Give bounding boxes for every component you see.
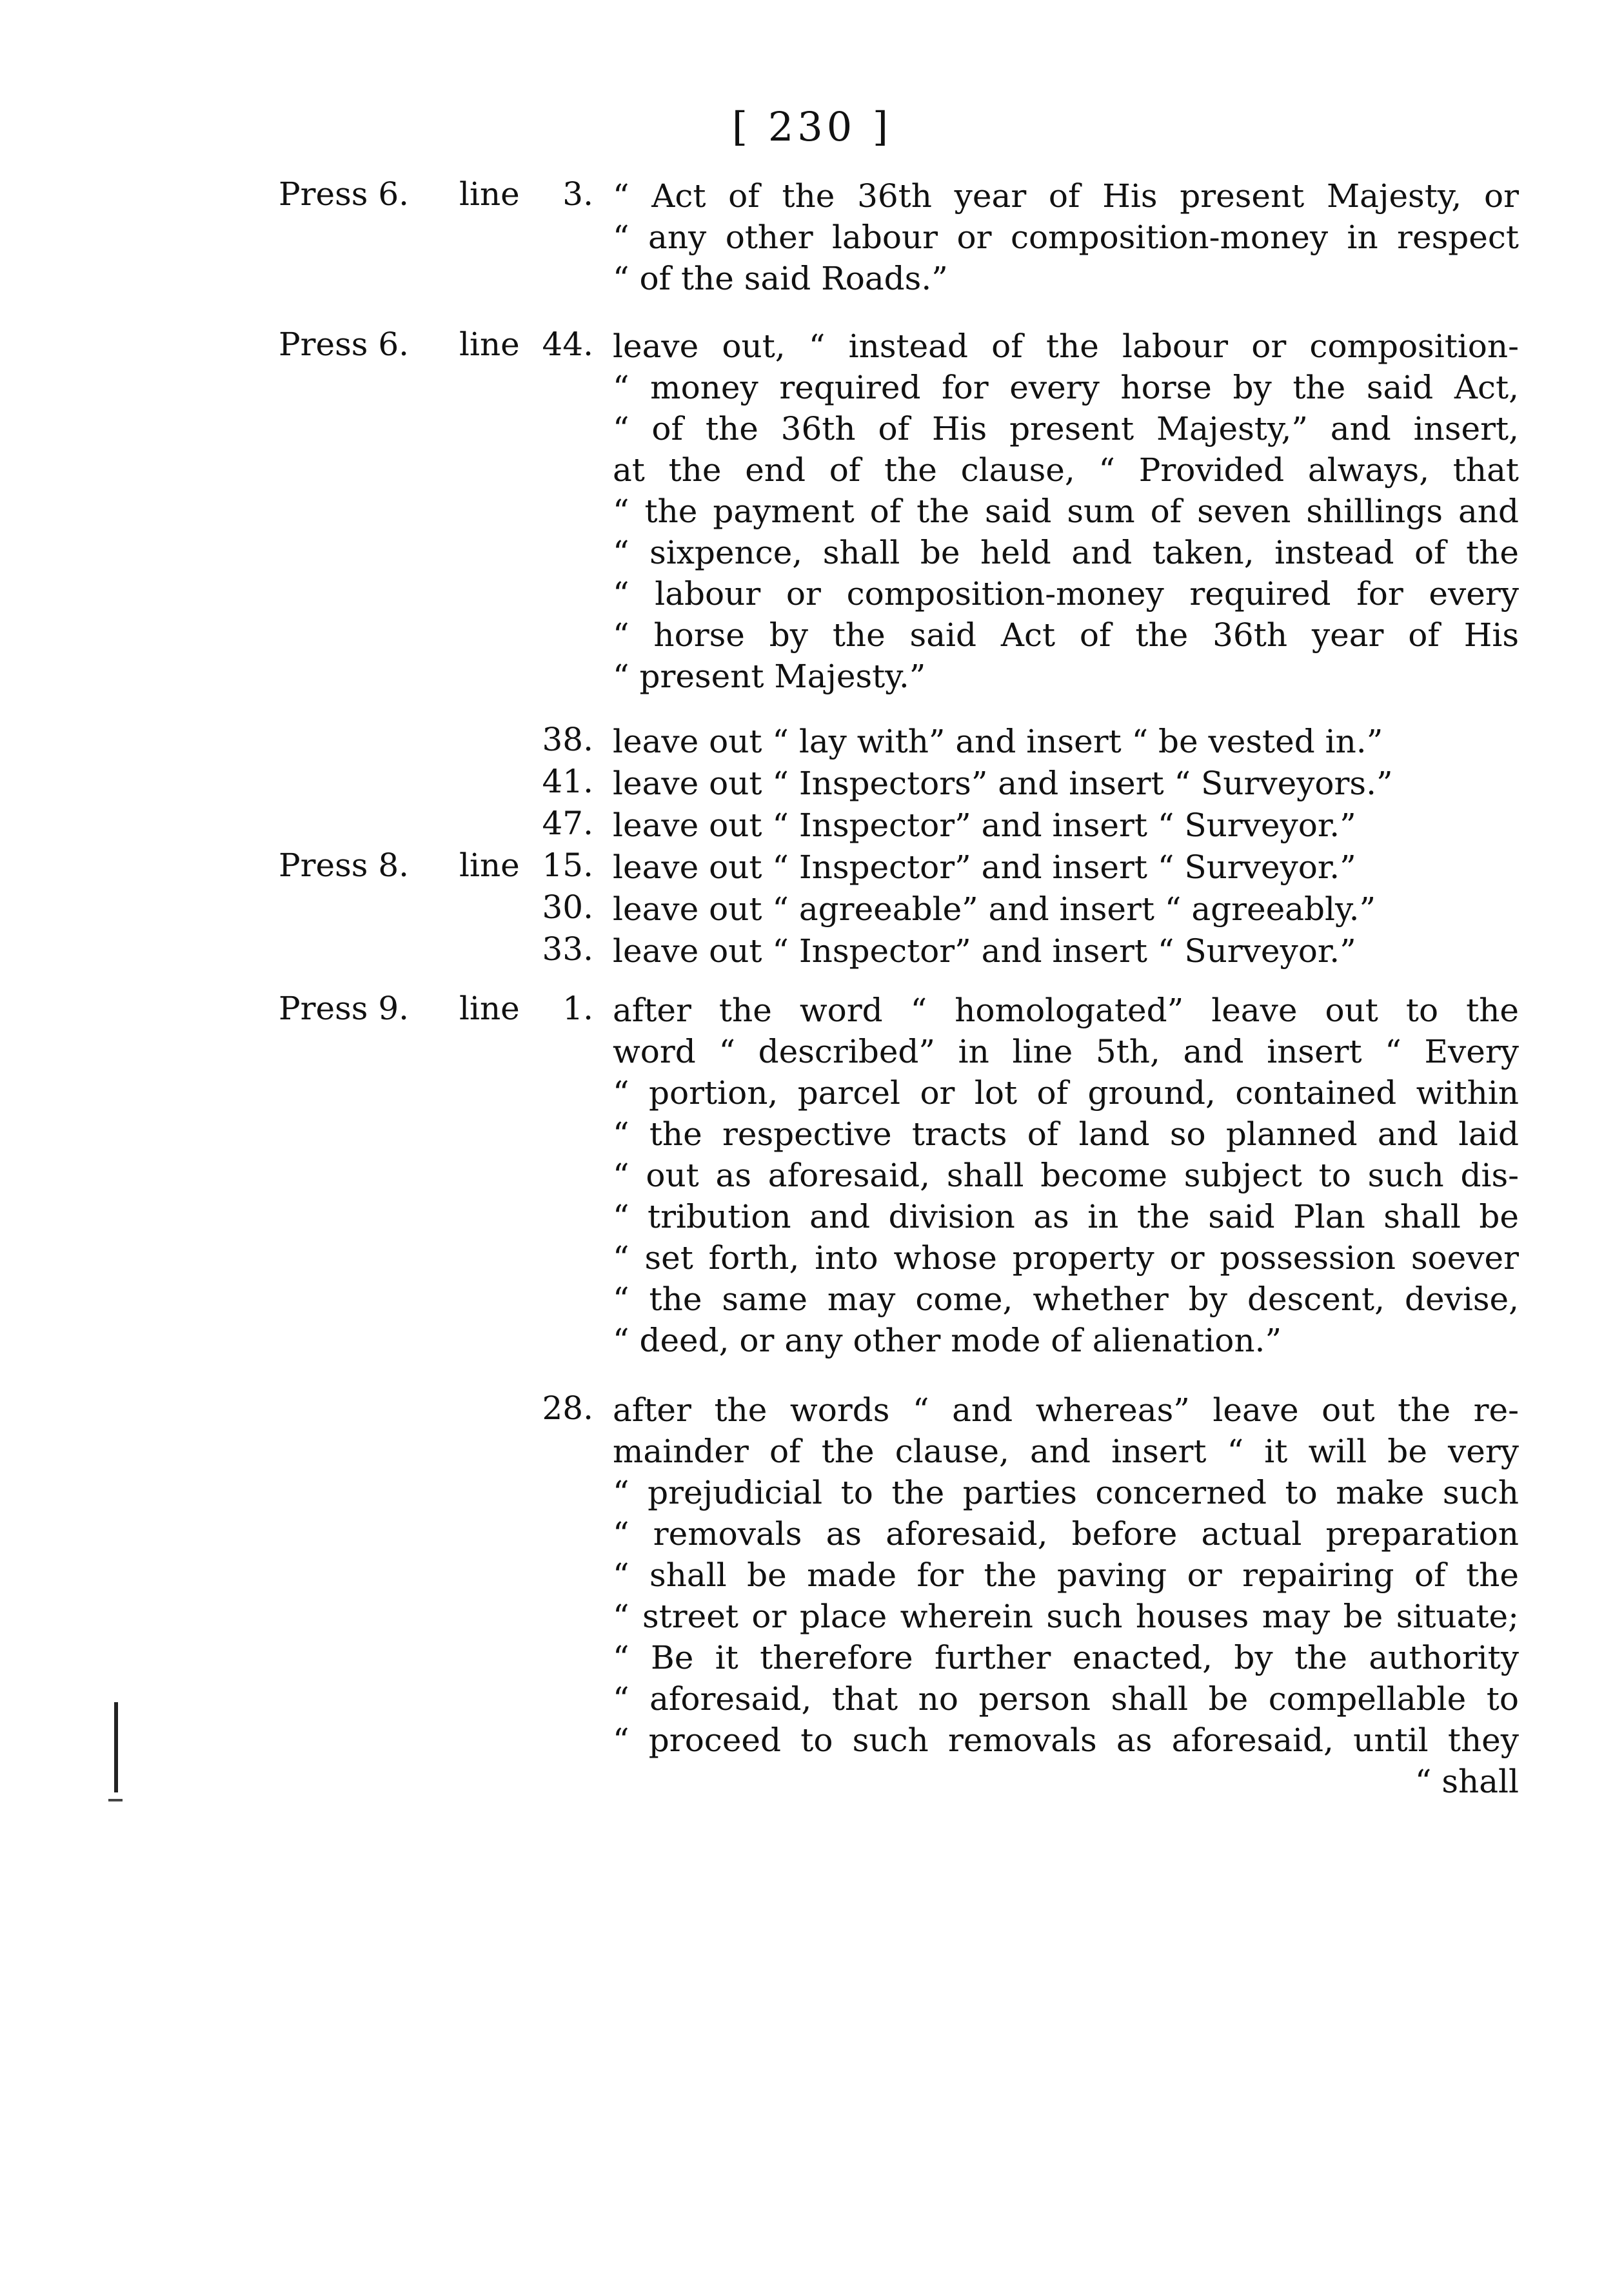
text-line: “ proceed to such removals as aforesaid, until they <box>613 1722 1519 1759</box>
entry-reference <box>0 721 1624 760</box>
entry-reference <box>0 763 1624 801</box>
line-number: 1. <box>562 990 593 1027</box>
text-line: “ present Majesty.” <box>613 658 926 695</box>
entry-reference <box>0 888 1624 927</box>
text-line: “ Be it therefore further enacted, by the authority <box>613 1639 1519 1676</box>
text-line: word “ described” in line 5th, and insert “ Every <box>613 1033 1519 1070</box>
amendment-text <box>613 721 1519 762</box>
text-line: “ money required for every horse by the said Act, <box>613 369 1519 406</box>
amendment-text <box>613 763 1519 804</box>
text-line: leave out “ Inspector” and insert “ Surveyor.” <box>613 849 1356 886</box>
text-line: “ set forth, into whose property or possession soever <box>613 1239 1519 1277</box>
margin-mark-tick <box>108 1799 123 1801</box>
entry-reference <box>0 175 1624 297</box>
text-line: “ horse by the said Act of the 36th year of His <box>613 616 1519 654</box>
line-number: 28. <box>542 1389 593 1427</box>
text-line: “ aforesaid, that no person shall be compellable to <box>613 1680 1519 1718</box>
margin-mark <box>114 1702 118 1792</box>
text-line: “ street or place wherein such houses may be situate; <box>613 1598 1519 1635</box>
amendment-entry <box>0 888 1624 927</box>
amendment-text <box>613 1389 1519 1802</box>
text-line: “ Act of the 36th year of His present Majesty, or <box>613 177 1519 215</box>
text-line: “ sixpence, shall be held and taken, instead of the <box>613 534 1519 571</box>
line-number: 47. <box>542 805 593 842</box>
text-line: “ the payment of the said sum of seven shillings and <box>613 493 1519 530</box>
text-line: at the end of the clause, “ Provided always, that <box>613 451 1519 489</box>
entry-reference <box>0 930 1624 969</box>
press-label: Press 8. <box>279 847 410 884</box>
text-line: “ deed, or any other mode of alienation.” <box>613 1322 1282 1359</box>
amendment-text <box>613 990 1519 1361</box>
text-line: after the words “ and whereas” leave out the re- <box>613 1391 1519 1429</box>
amendment-text <box>613 326 1519 697</box>
text-line: “ prejudicial to the parties concerned to make such <box>613 1474 1519 1511</box>
amendment-entry <box>0 930 1624 969</box>
amendment-text <box>613 175 1519 299</box>
press-label: Press 6. <box>279 326 410 363</box>
press-label: Press 9. <box>279 990 410 1027</box>
text-line: “ of the said Roads.” <box>613 260 948 297</box>
text-line: after the word “ homologated” leave out to the <box>613 992 1519 1029</box>
line-number: 44. <box>542 326 593 363</box>
text-line: “ the same may come, whether by descent, devise, <box>613 1280 1519 1318</box>
text-line: mainder of the clause, and insert “ it will be very <box>613 1433 1519 1470</box>
entry-reference <box>0 990 1624 1359</box>
text-line: “ shall be made for the paving or repairing of the <box>613 1556 1519 1594</box>
text-line: “ tribution and division as in the said Plan shall be <box>613 1198 1519 1235</box>
entry-reference <box>0 805 1624 843</box>
text-line: leave out “ agreeable” and insert “ agreeably.” <box>613 890 1376 928</box>
line-number: 3. <box>562 175 593 213</box>
amendment-entry <box>0 721 1624 760</box>
catchword: “ shall <box>1414 1763 1519 1800</box>
text-line: leave out “ Inspector” and insert “ Surveyor.” <box>613 807 1356 844</box>
line-number: 41. <box>542 763 593 800</box>
entry-reference <box>0 1389 1624 1800</box>
amendment-entry <box>0 326 1624 695</box>
text-line: “ any other labour or composition-money in respect <box>613 219 1519 256</box>
amendment-entry <box>0 847 1624 885</box>
line-label: line <box>459 326 520 363</box>
entry-reference <box>0 847 1624 885</box>
text-line: leave out “ Inspectors” and insert “ Surveyors.” <box>613 765 1393 802</box>
amendment-text <box>613 888 1519 930</box>
text-line: leave out “ Inspector” and insert “ Surveyor.” <box>613 932 1356 970</box>
entry-reference <box>0 326 1624 695</box>
amendment-text <box>613 930 1519 972</box>
line-label: line <box>459 990 520 1027</box>
text-line: “ out as aforesaid, shall become subject to such dis- <box>613 1157 1519 1194</box>
amendment-entry <box>0 990 1624 1359</box>
line-label: line <box>459 847 520 884</box>
text-line: leave out, “ instead of the labour or composition- <box>613 328 1519 365</box>
page-number: [ 230 ] <box>731 103 893 150</box>
text-line: “ removals as aforesaid, before actual preparation <box>613 1515 1519 1553</box>
text-line: “ labour or composition-money required for every <box>613 575 1519 613</box>
press-label: Press 6. <box>279 175 410 213</box>
amendment-entry <box>0 1389 1624 1800</box>
line-number: 33. <box>542 930 593 968</box>
amendment-text <box>613 847 1519 888</box>
line-number: 38. <box>542 721 593 758</box>
text-line: “ portion, parcel or lot of ground, contained within <box>613 1074 1519 1112</box>
amendment-entry <box>0 175 1624 297</box>
text-line: “ the respective tracts of land so planned and laid <box>613 1115 1519 1153</box>
amendment-entry <box>0 763 1624 801</box>
text-line: leave out “ lay with” and insert “ be vested in.” <box>613 723 1383 760</box>
line-label: line <box>459 175 520 213</box>
text-line: “ of the 36th of His present Majesty,” and insert, <box>613 410 1519 447</box>
line-number: 15. <box>542 847 593 884</box>
line-number: 30. <box>542 888 593 926</box>
amendment-text <box>613 805 1519 846</box>
amendment-entry <box>0 805 1624 843</box>
